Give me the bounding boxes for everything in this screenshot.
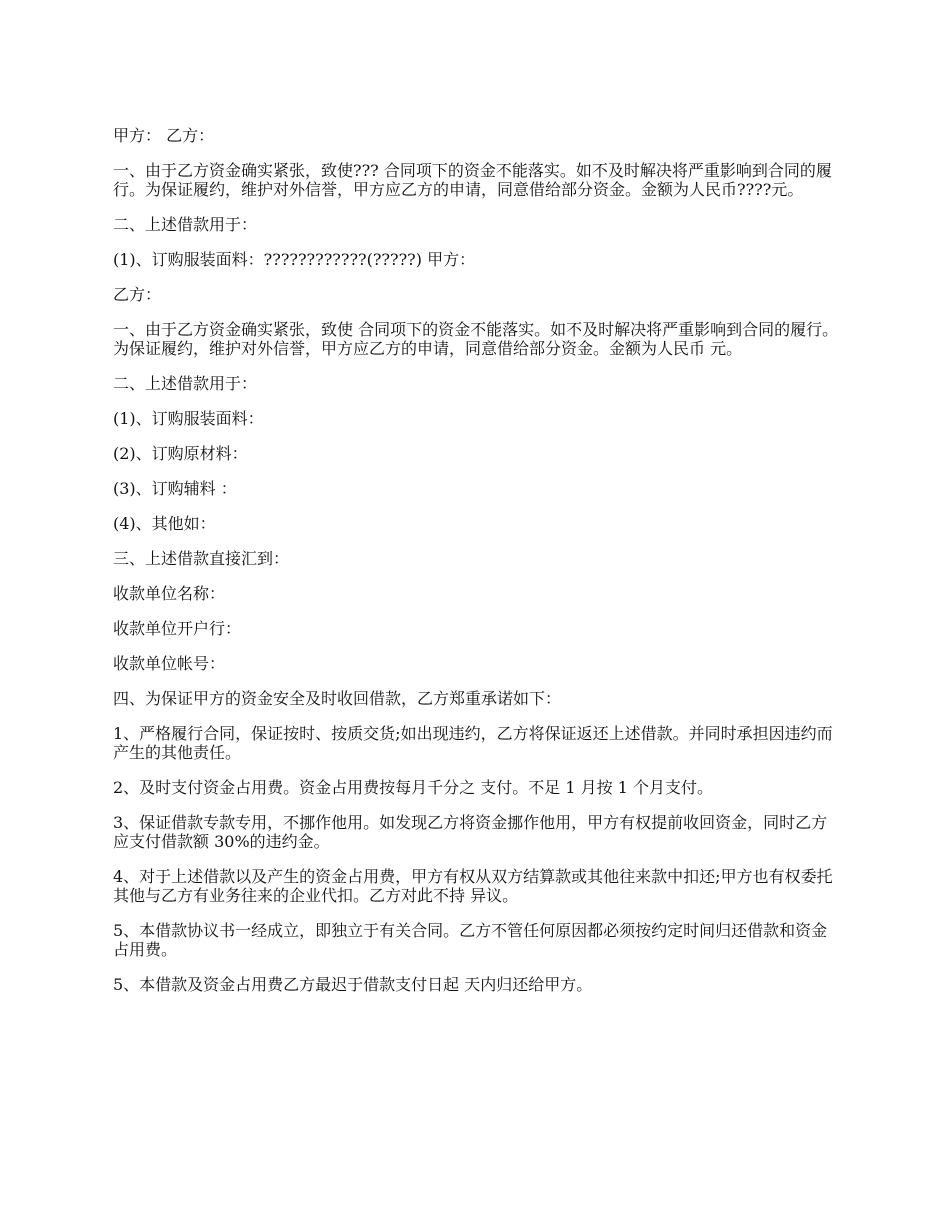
list-item: (4)、其他如： — [113, 514, 216, 533]
field-label: 收款单位帐号： — [113, 654, 226, 673]
list-item: (2)、订购原材料： — [113, 444, 248, 463]
commitment-item: 1、严格履行合同，保证按时、按质交货;如出现违约，乙方将保证返还上述借款。并同时承担因违约而产生的其他责任。 — [113, 724, 833, 762]
commitment-item: 4、对于上述借款以及产生的资金占用费，甲方有权从双方结算款或其他往来款中扣还;甲方也有权委托其他与乙方有业务往来的企业代扣。乙方对此不持 异议。 — [113, 867, 833, 905]
party-line: 乙方： — [113, 285, 162, 304]
commitment-item: 5、本借款及资金占用费乙方最迟于借款支付日起 天内归还给甲方。 — [113, 975, 593, 994]
list-item: (3)、订购辅料 ： — [113, 479, 237, 498]
clause-heading: 三、上述借款直接汇到： — [113, 549, 290, 568]
clause-paragraph: 一、由于乙方资金确实紧张，致使??? 合同项下的资金不能落实。如不及时解决将严重影响到合同的履行。为保证履约，维护对外信誉，甲方应乙方的申请，同意借给部分资金。金额为人民币????元。 — [113, 161, 832, 199]
clause-heading: 四、为保证甲方的资金安全及时收回借款，乙方郑重承诺如下： — [113, 689, 562, 708]
clause-heading: 二、上述借款用于： — [113, 374, 258, 393]
field-label: 收款单位名称： — [113, 584, 226, 603]
party-line: 甲方： 乙方： — [113, 126, 215, 145]
list-item: (1)、订购服装面料：????????????(?????) 甲方： — [113, 250, 476, 269]
commitment-item: 5、本借款协议书一经成立，即独立于有关合同。乙方不管任何原因都必须按约定时间归还借款和资金占用费。 — [113, 921, 828, 959]
clause-heading: 二、上述借款用于： — [113, 215, 258, 234]
clause-paragraph: 一、由于乙方资金确实紧张，致使 合同项下的资金不能落实。如不及时解决将严重影响到合同的履行。为保证履约，维护对外信誉，甲方应乙方的申请，同意借给部分资金。金额为人民币 元。 — [113, 320, 839, 358]
list-item: (1)、订购服装面料： — [113, 409, 264, 428]
field-label: 收款单位开户行： — [113, 619, 242, 638]
commitment-item: 2、及时支付资金占用费。资金占用费按每月千分之 支付。不足 1 月按 1 个月支付。 — [113, 778, 713, 797]
document-body — [113, 126, 843, 1010]
commitment-item: 3、保证借款专款专用，不挪作他用。如发现乙方将资金挪作他用，甲方有权提前收回资金，同时乙方应支付借款额 30%的违约金。 — [113, 813, 828, 851]
